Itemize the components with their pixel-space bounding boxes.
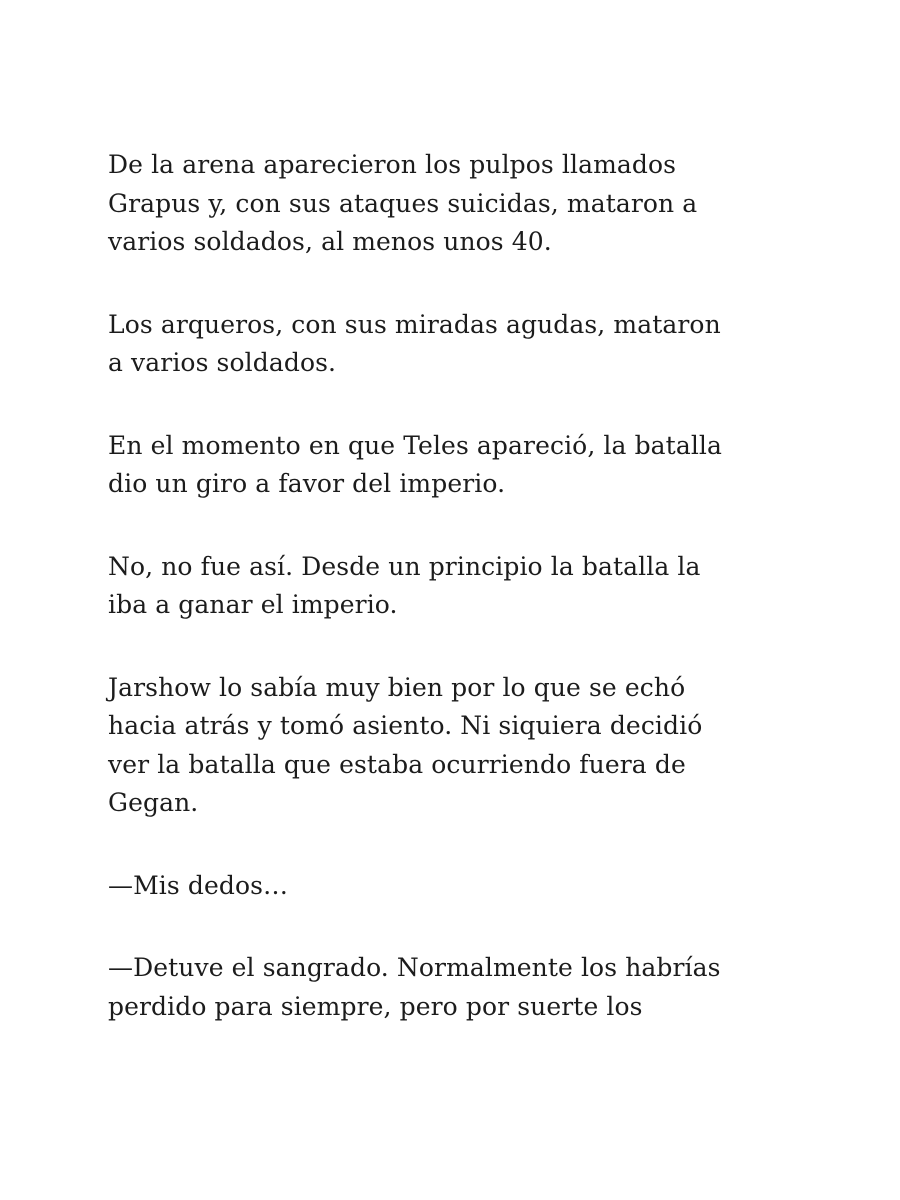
paragraph-4: No, no fue así. Desde un principio la batalla la iba a ganar el imperio. [108,551,701,619]
paragraph-6: —Mis dedos… [108,870,289,900]
paragraph-3: En el momento en que Teles apareció, la batalla dio un giro a favor del imperio. [108,430,723,498]
paragraph-2: Los arqueros, con sus miradas agudas, mataron a varios soldados. [108,309,721,377]
paragraph-5: Jarshow lo sabía muy bien por lo que se echó hacia atrás y tomó asiento. Ni siquiera decidió ver la batalla que estaba ocurriendo fuera de Gegan. [108,672,703,817]
document-body [108,146,808,1070]
paragraph-7: —Detuve el sangrado. Normalmente los habrías perdido para siempre, pero por suerte los [108,953,721,1021]
paragraph-1: De la arena aparecieron los pulpos llamados Grapus y, con sus ataques suicidas, mataron a varios soldados, al menos unos 40. [108,150,698,256]
